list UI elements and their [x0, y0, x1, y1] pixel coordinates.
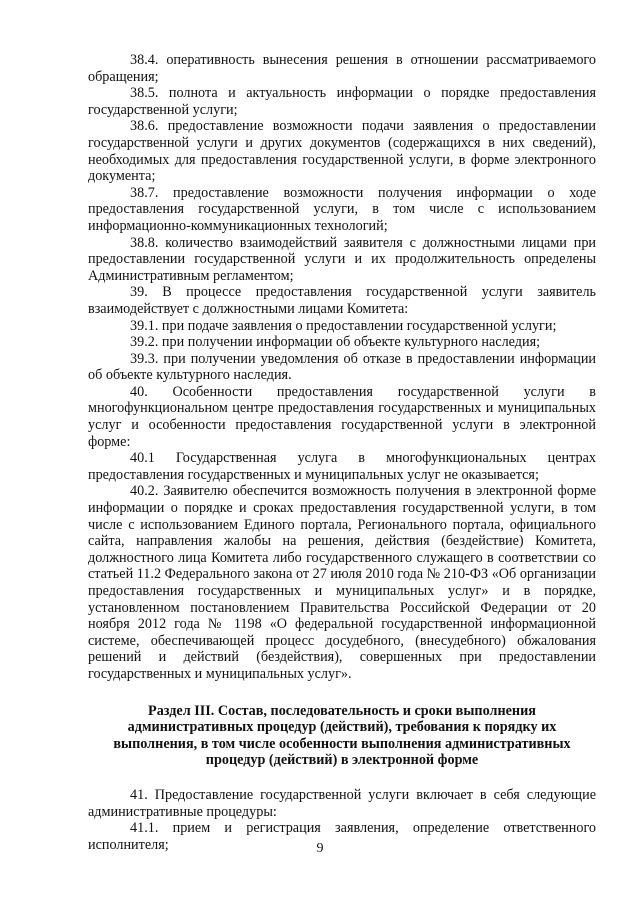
paragraph-38-7: 38.7. предоставление возможности получения информации о ходе предоставления государственной услуги, в том числе с использованием информационно-коммуникационных технологий; [88, 184, 596, 234]
document-body [88, 52, 596, 853]
paragraph-39-1: 39.1. при подаче заявления о предоставлении государственной услуги; [130, 317, 557, 334]
paragraph-39-2: 39.2. при получении информации об объекте культурного наследия; [130, 334, 541, 351]
paragraph-38-6: 38.6. предоставление возможности подачи заявления о предоставлении государственной услуги и других документов (содержащихся в них сведений), необходимых для предоставления государственной услуги, в форме электронного документа; [88, 118, 596, 185]
section-heading: Раздел III. Состав, последовательность и сроки выполнения административных процедур (действий), требования к порядку их выполнения, в том числе особенности выполнения административных процедур (действий) в электронной форме [113, 702, 571, 769]
paragraph-39: 39. В процессе предоставления государственной услуги заявитель взаимодействует с должностными лицами Комитета: [88, 284, 596, 317]
page-number: 9 [316, 841, 324, 856]
paragraph-41: 41. Предоставление государственной услуги включает в себя следующие административные процедуры: [88, 786, 596, 820]
paragraph-38-8: 38.8. количество взаимодействий заявителя с должностными лицами при предоставлении государственной услуги и их продолжительность определены Административным регламентом; [88, 234, 596, 284]
paragraph-39-3: 39.3. при получении уведомления об отказе в предоставлении информации об объекте культурного наследия. [88, 350, 596, 384]
paragraph-38-4: 38.4. оперативность вынесения решения в отношении рассматриваемого обращения; [88, 52, 596, 85]
paragraph-40: 40. Особенности предоставления государственной услуги в многофункциональном центре предоставления государственных и муниципальных услуг и особенности предоставления государственной услуги в электронной форме: [88, 383, 596, 450]
paragraph-38-5: 38.5. полнота и актуальность информации о порядке предоставления государственной услуги; [88, 85, 596, 118]
paragraph-40-1: 40.1 Государственная услуга в многофункциональных центрах предоставления государственных и муниципальных услуг не оказывается; [88, 450, 596, 483]
paragraph-40-2: 40.2. Заявителю обеспечится возможность получения в электронной форме информации о порядке и сроках предоставления государственной услуги, в том числе с использованием Единого портала, Регионального портала, официального сайта, направления жалобы на решения, действия (бездействие) Комитета, должностного лица Комитета либо государственного служащего в соответствии со статьей 11.2 Федерального закона от 27 июля 2010 года № 210-ФЗ «Об организации предоставления государственных и муниципальных услуг» и в порядке, установленном постановлением Правительства Российской Федерации от 20 ноября 2012 года № 1198 «О федеральной государственной информационной системе, обеспечивающей процесс досудебного, (внесудебного) обжалования решений и действий (бездействия), совершенных при предоставлении государственных и муниципальных услуг». [88, 483, 596, 682]
paragraph-41-1: 41.1. прием и регистрация заявления, определение ответственного исполнителя; [88, 820, 596, 853]
